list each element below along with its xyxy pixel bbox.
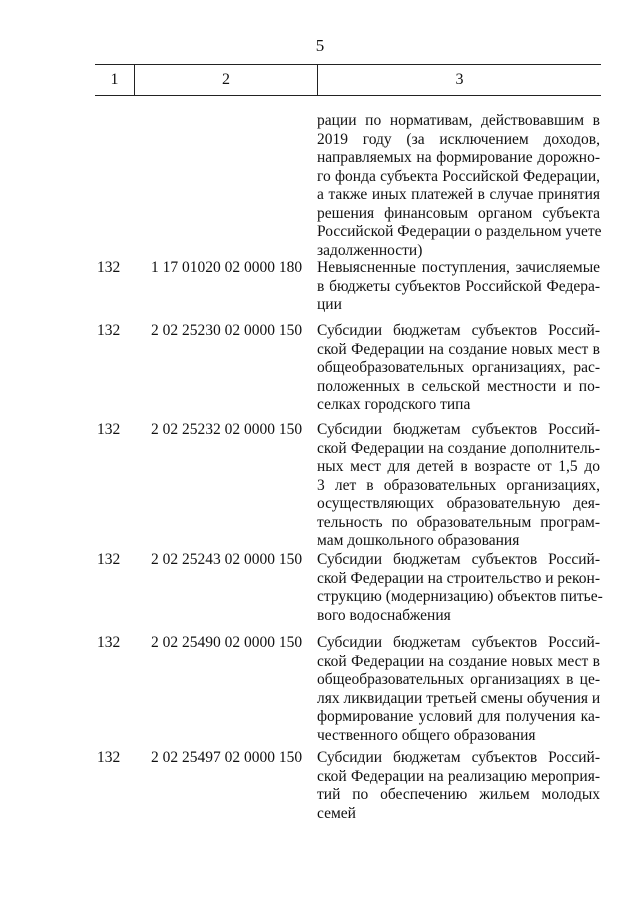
description-line: семей <box>317 804 356 822</box>
header-col-2: 2 <box>135 65 318 95</box>
description-line: ской Федерации на реализацию мероприя- <box>317 767 600 785</box>
description-line: лях ликвидации третьей смены обучения и <box>317 689 601 707</box>
budget-code-cell: 2 02 25497 02 0000 150 <box>151 749 303 766</box>
header-col-3: 3 <box>455 71 464 88</box>
description-line: направляемых на формирование дорожно- <box>317 149 600 166</box>
description-line: ской Федерации на создание новых мест в <box>317 340 600 358</box>
description-line: мам дошкольного образования <box>317 532 520 549</box>
admin-code-cell: 132 <box>97 551 121 568</box>
table-header <box>95 64 601 96</box>
description-line: задолженности) <box>317 241 423 259</box>
description-line: осуществляющих образовательную дея- <box>317 495 600 512</box>
description-line: решения финансовым органом субъекта <box>317 204 600 222</box>
description-line: Невыясненные поступления, зачисляемые <box>317 259 600 276</box>
description-cell <box>317 112 600 260</box>
description-line: струкцию (модернизацию) объектов питье- <box>317 588 603 605</box>
admin-code-cell: 132 <box>97 259 121 276</box>
description-line: ции <box>317 296 342 313</box>
description-line: ных мест для детей в возрасте от 1,5 до <box>317 458 600 475</box>
description-line: общеобразовательных организациях в це- <box>317 671 600 688</box>
description-line: 3 лет в образовательных организациях, <box>317 476 600 494</box>
description-line: в бюджеты субъектов Российской Федера- <box>317 277 600 295</box>
description-line: рации по нормативам, действовавшим в <box>317 112 600 129</box>
description-line: Субсидии бюджетам субъектов Россий- <box>317 322 600 339</box>
description-line: селках городского типа <box>317 396 471 413</box>
description-line: Субсидии бюджетам субъектов Россий- <box>317 749 600 766</box>
description-cell <box>317 421 600 551</box>
description-line: ской Федерации на строительство и рекон- <box>317 569 601 587</box>
description-line: го фонда субъекта Российской Федерации, <box>317 167 600 185</box>
description-line: формирование условий для получения ка- <box>317 708 600 725</box>
description-cell <box>317 634 600 745</box>
description-line: вого водоснабжения <box>317 606 451 624</box>
budget-code-cell: 2 02 25232 02 0000 150 <box>151 421 303 438</box>
admin-code-cell: 132 <box>97 634 121 651</box>
description-line: Субсидии бюджетам субъектов Россий- <box>317 551 600 568</box>
description-line: Субсидии бюджетам субъектов Россий- <box>317 421 600 438</box>
description-line: а также иных платежей в случае принятия <box>317 186 600 203</box>
description-line: 2019 году (за исключением доходов, <box>317 130 600 148</box>
description-line: общеобразовательных организациях, рас- <box>317 359 600 376</box>
budget-code-cell: 2 02 25490 02 0000 150 <box>151 634 303 651</box>
description-cell <box>317 749 600 823</box>
budget-code-cell: 2 02 25230 02 0000 150 <box>151 322 303 339</box>
admin-code-cell: 132 <box>97 322 121 339</box>
description-line: Субсидии бюджетам субъектов Россий- <box>317 634 600 651</box>
description-line: тий по обеспечению жильем молодых <box>317 786 600 803</box>
description-line: положенных в сельской местности и по- <box>317 377 600 395</box>
description-cell <box>317 259 600 315</box>
admin-code-cell: 132 <box>97 749 121 766</box>
description-cell <box>317 551 603 625</box>
description-line: Российской Федерации о раздельном учете <box>317 223 602 240</box>
budget-code-cell: 2 02 25243 02 0000 150 <box>151 551 303 568</box>
description-line: ской Федерации на создание новых мест в <box>317 652 600 670</box>
header-col-1: 1 <box>95 65 135 95</box>
page-number: 5 <box>315 36 325 55</box>
budget-code-cell: 1 17 01020 02 0000 180 <box>151 259 303 276</box>
description-line: ской Федерации на создание дополнитель- <box>317 439 600 457</box>
description-line: чественного общего образования <box>317 726 536 744</box>
description-cell <box>317 322 600 415</box>
description-line: тельность по образовательным програм- <box>317 513 600 531</box>
admin-code-cell: 132 <box>97 421 121 438</box>
